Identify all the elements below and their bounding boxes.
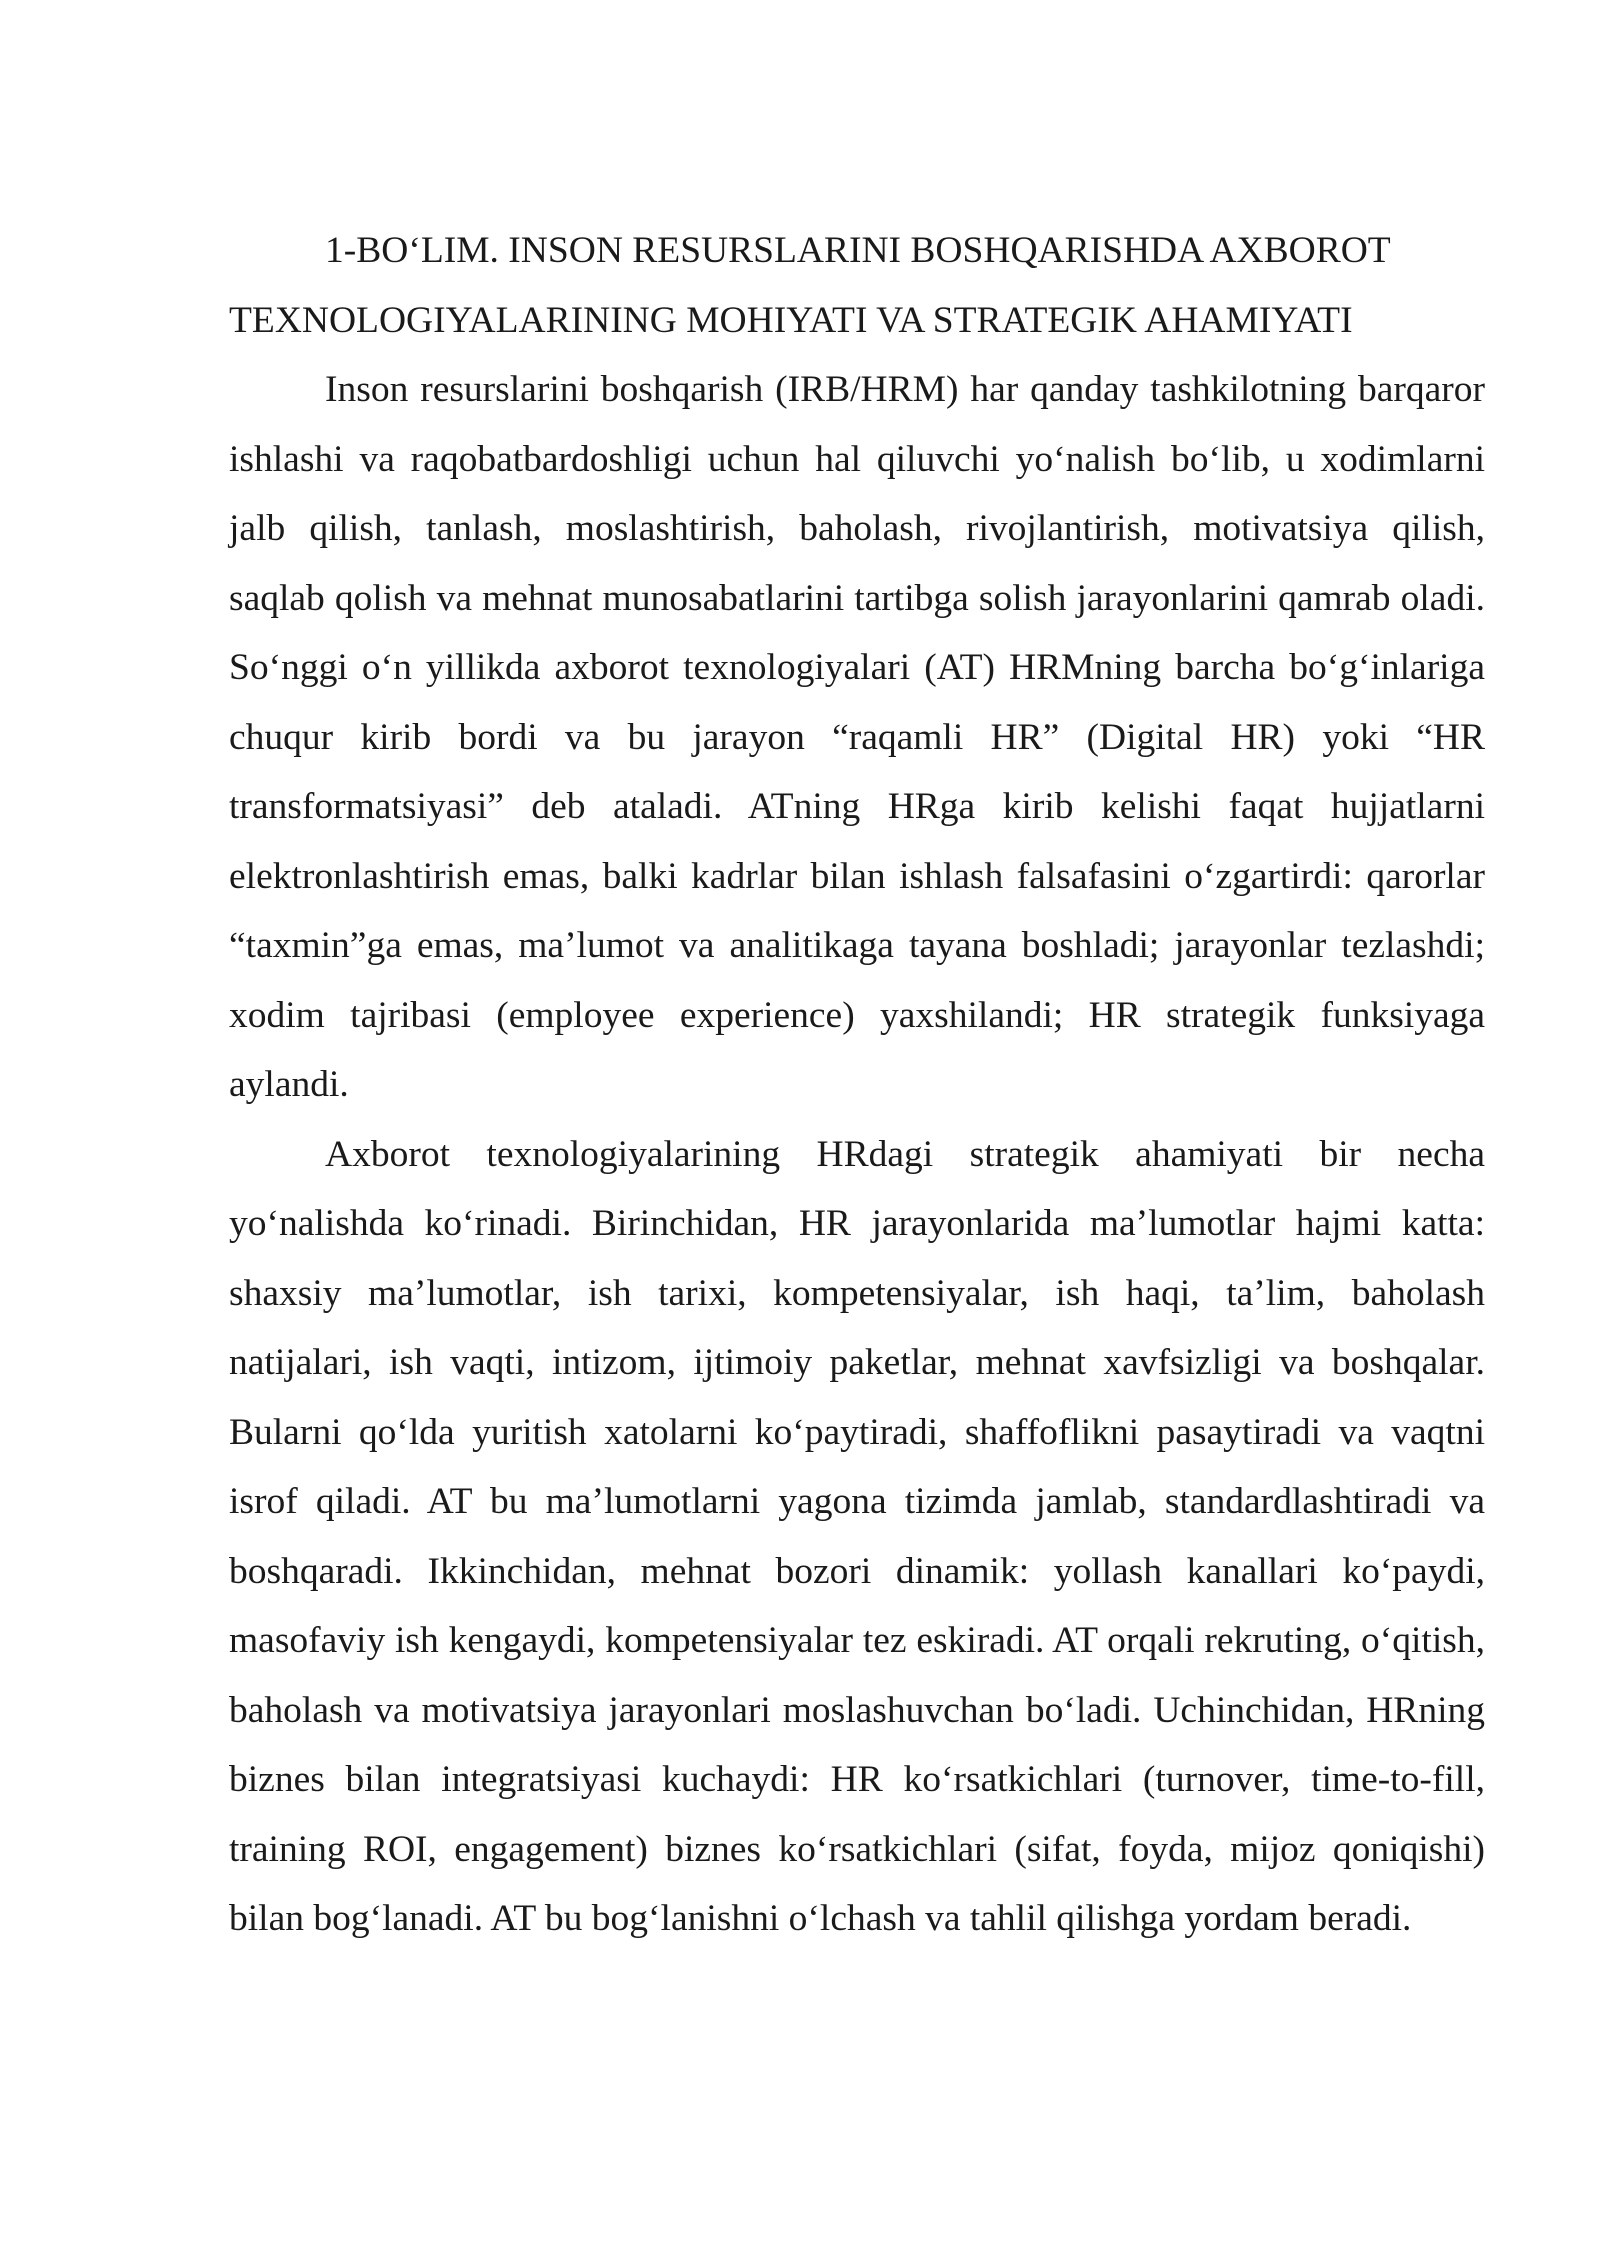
- paragraph-strategic-importance: Axborot texnologiyalarining HRdagi strategik ahamiyati bir necha yo‘nalishda ko‘rinadi. Birinchidan, HR jarayonlarida ma’lumotlar hajmi katta: shaxsiy ma’lumotlar, ish tarixi, kompetensiyalar, ish haqi, ta’lim, baholash natijalari, ish vaqti, intizom, ijtimoiy paketlar, mehnat xavfsizligi va boshqalar. Bularni qo‘lda yuritish xatolarni ko‘paytiradi, shaffoflikni pasaytiradi va vaqtni isrof qiladi. AT bu ma’lumotlarni yagona tizimda jamlab, standardlashtiradi va boshqaradi. Ikkinchidan, mehnat bozori dinamik: yollash kanallari ko‘paydi, masofaviy ish kengaydi, kompetensiyalar tez eskiradi. AT orqali rekruting, o‘qitish, baholash va motivatsiya jarayonlari moslashuvchan bo‘ladi. Uchinchidan, HRning biznes bilan integratsiyasi kuchaydi: HR ko‘rsatkichlari (turnover, time-to-fill, training ROI, engagement) biznes ko‘rsatkichlari (sifat, foyda, mijoz qoniqishi) bilan bog‘lanadi. AT bu bog‘lanishni o‘lchash va tahlil qilishga yordam beradi.: [229, 1133, 1485, 1939]
- document-body: [229, 216, 1485, 1954]
- section-heading: 1-BO‘LIM. INSON RESURSLARINI BOSHQARISHDA AXBOROT TEXNOLOGIYALARINING MOHIYATI VA STRATEGIK AHAMIYATI: [229, 230, 1391, 341]
- paragraph-intro: Inson resurslarini boshqarish (IRB/HRM) har qanday tashkilotning barqaror ishlashi va raqobatbardoshligi uchun hal qiluvchi yo‘nalish bo‘lib, u xodimlarni jalb qilish, tanlash, moslashtirish, baholash, rivojlantirish, motivatsiya qilish, saqlab qolish va mehnat munosabatlarini tartibga solish jarayonlarini qamrab oladi. So‘nggi o‘n yillikda axborot texnologiyalari (AT) HRMning barcha bo‘g‘inlariga chuqur kirib bordi va bu jarayon “raqamli HR” (Digital HR) yoki “HR transformatsiyasi” deb ataladi. ATning HRga kirib kelishi faqat hujjatlarni elektronlashtirish emas, balki kadrlar bilan ishlash falsafasini o‘zgartirdi: qarorlar “taxmin”ga emas, ma’lumot va analitikaga tayana boshladi; jarayonlar tezlashdi; xodim tajribasi (employee experience) yaxshilandi; HR strategik funksiyaga aylandi.: [229, 369, 1485, 1105]
